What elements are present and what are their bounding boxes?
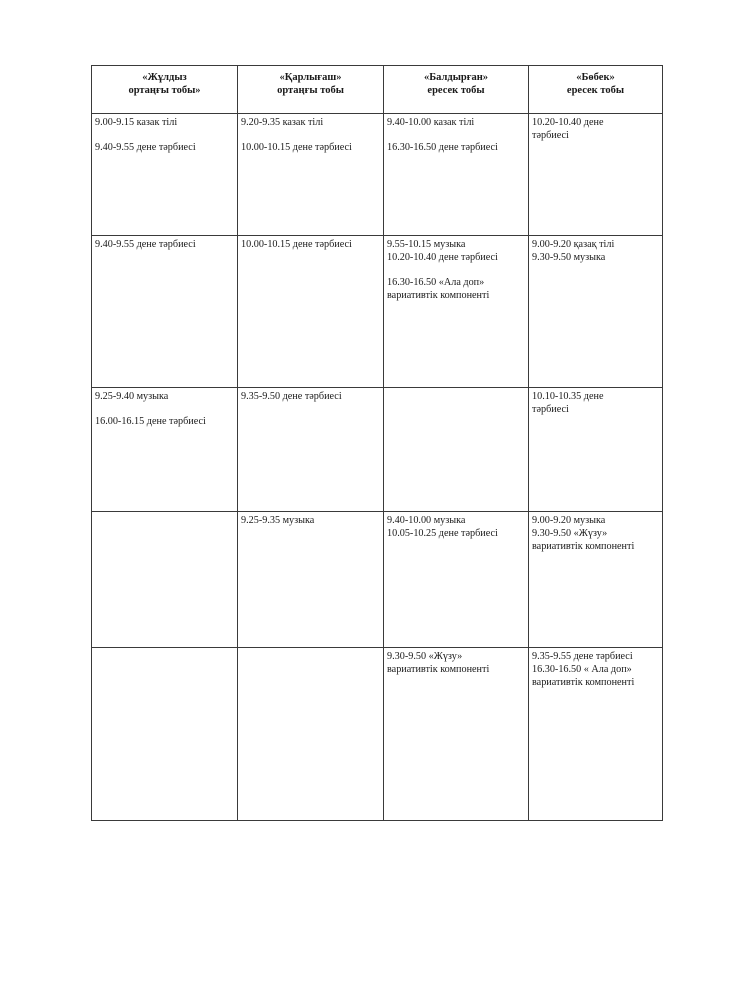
cell-line: 9.20-9.35 казак тілі [241,117,324,128]
cell-line: тәрбиесі [532,130,569,141]
cell-line: 9.25-9.35 музыка [241,515,315,526]
table-cell [92,114,238,236]
header-title: «Жұлдыз [142,72,187,83]
cell-line: 9.00-9.20 қазақ тілі [532,239,615,250]
header-title: «Балдырған» [423,72,489,83]
cell-line: 16.30-16.50 «Ала доп» [387,277,485,288]
table-cell [384,648,529,821]
table-row [92,388,663,512]
table-cell [92,236,238,388]
cell-line: 10.20-10.40 дене [532,117,604,128]
cell-line: 9.00-9.15 казак тілі [95,117,178,128]
cell-line: 9.25-9.40 музыка [95,391,169,402]
cell-line: 9.30-9.50 «Жүзу» [387,651,463,662]
cell-line: 16.00-16.15 дене тәрбиесі [95,416,206,427]
table-cell [92,388,238,512]
table-row [92,236,663,388]
table-row [92,512,663,648]
header-subtitle: ересек тобы [566,85,625,96]
header-karlygash [238,66,384,114]
header-subtitle: ортаңғы тобы [277,85,344,96]
cell-line: 9.40-9.55 дене тәрбиесі [95,239,196,250]
cell-line: 10.10-10.35 дене [532,391,604,402]
table-cell-empty [92,648,238,821]
table-cell [238,236,384,388]
table-cell-empty [384,388,529,512]
header-title: «Бөбек» [576,72,615,83]
header-bobek [529,66,663,114]
table-row [92,114,663,236]
cell-line: 16.30-16.50 дене тәрбиесі [387,142,498,153]
cell-line: 10.05-10.25 дене тәрбиесі [387,528,498,539]
cell-line: 9.30-9.50 музыка [532,252,606,263]
header-subtitle: ортаңғы тобы» [128,85,201,96]
schedule-table [91,65,663,821]
cell-line: 9.40-10.00 казак тілі [387,117,475,128]
cell-line: 9.30-9.50 «Жүзу» [532,528,608,539]
cell-line: вариативтік компоненті [387,290,490,301]
table-cell [384,512,529,648]
table-cell [529,648,663,821]
table-cell [384,114,529,236]
table-row [92,648,663,821]
table-cell [529,388,663,512]
cell-line: 9.55-10.15 музыка [387,239,466,250]
table-cell-empty [238,648,384,821]
table-cell [238,388,384,512]
cell-line: вариативтік компоненті [532,541,635,552]
cell-line: 9.40-10.00 музыка [387,515,466,526]
cell-line: вариативтік компоненті [387,664,490,675]
table-cell [529,236,663,388]
cell-line: 9.40-9.55 дене тәрбиесі [95,142,196,153]
table-cell-empty [92,512,238,648]
cell-line: вариативтік компоненті [532,677,635,688]
cell-line: 10.20-10.40 дене тәрбиесі [387,252,498,263]
header-baldyrgan [384,66,529,114]
cell-line: 9.00-9.20 музыка [532,515,606,526]
cell-line: тәрбиесі [532,404,569,415]
cell-line: 9.35-9.55 дене тәрбиесі [532,651,633,662]
cell-line: 9.35-9.50 дене тәрбиесі [241,391,342,402]
table-cell [238,512,384,648]
cell-line: 10.00-10.15 дене тәрбиесі [241,239,352,250]
header-zhuldyz [92,66,238,114]
table-cell [238,114,384,236]
cell-line: 16.30-16.50 « Ала доп» [532,664,632,675]
cell-line: 10.00-10.15 дене тәрбиесі [241,142,352,153]
header-row [92,66,663,114]
header-subtitle: ересек тобы [427,85,485,96]
table-cell [529,512,663,648]
table-cell [529,114,663,236]
header-title: «Қарлығаш» [279,72,342,83]
table-cell [384,236,529,388]
